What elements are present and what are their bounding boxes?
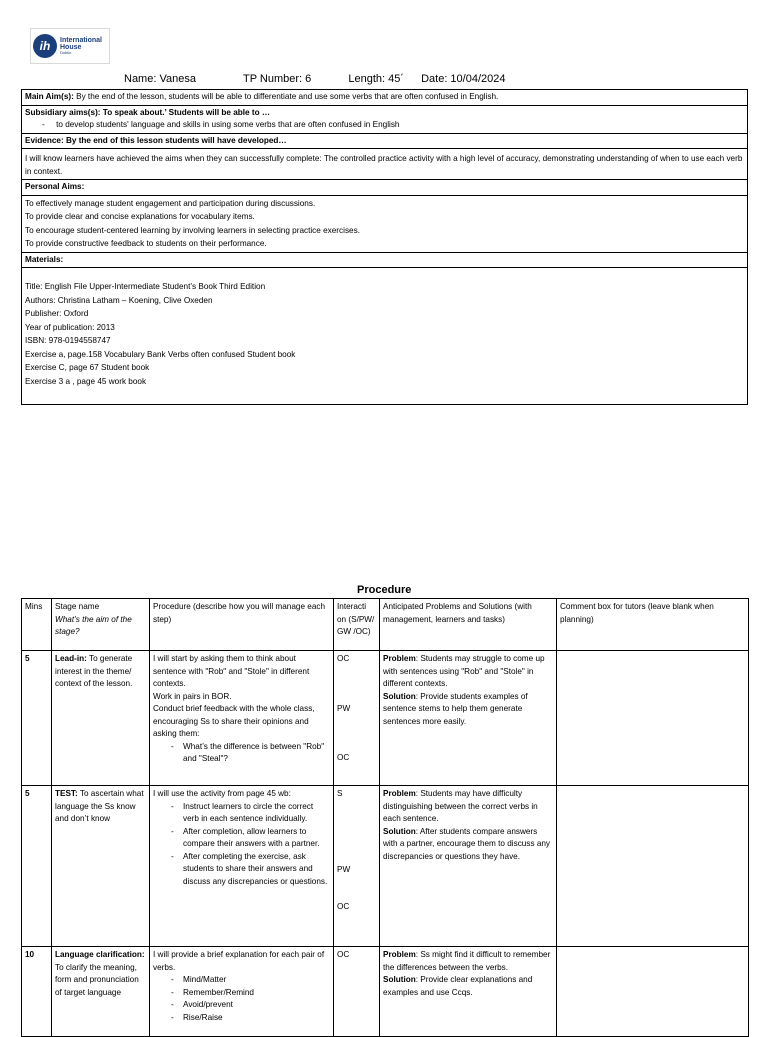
header-length: Length: 45´ [348, 73, 405, 85]
aims-table [21, 89, 748, 405]
problem-label: Problem [383, 654, 416, 663]
row-procedure [150, 947, 334, 1037]
material-item: Exercise a, page.158 Vocabulary Bank Verbs often confused Student book [25, 349, 296, 359]
material-item: Authors: Christina Latham – Koening, Clive Oxeden [25, 295, 213, 305]
row-mins: 10 [22, 947, 52, 1037]
row-mins: 5 [22, 786, 52, 947]
row-stage [52, 786, 150, 947]
row-stage-label: Language clarification: [55, 950, 145, 959]
header-name: Name: Vanesa [124, 73, 196, 85]
procedure-table [21, 598, 749, 1037]
procedure-bullet: - After completion, allow learners to compare their answers with a partner. [171, 826, 330, 851]
row-interaction [334, 786, 380, 947]
row-stage [52, 651, 150, 786]
material-item: ISBN: 978-0194558747 [25, 336, 111, 345]
logo-line-1: International [60, 37, 103, 44]
procedure-bullet: - After completing the exercise, ask students to share their answers and discuss any discrepancies or questions. [171, 851, 330, 889]
solution-text: Solution: Provide students examples of sentence stems to help them generate sentences more easily. [383, 691, 528, 726]
procedure-line: Work in pairs in BOR. [153, 691, 232, 701]
materials-cell [22, 268, 748, 405]
personal-aims-label-cell [22, 180, 748, 196]
personal-aim-item: To provide clear and concise explanations for vocabulary items. [25, 212, 255, 221]
row-comment[interactable] [557, 786, 749, 947]
lesson-header [124, 73, 505, 85]
interaction-code: PW [337, 864, 351, 874]
header-procedure: Procedure (describe how you will manage each step) [150, 599, 334, 651]
personal-aim-item: To effectively manage student engagement and participation during discussions. [25, 198, 316, 208]
material-item: Exercise C, page 67 Student book [25, 363, 150, 372]
row-comment[interactable] [557, 651, 749, 786]
row-interaction [334, 947, 380, 1037]
procedure-line: I will start by asking them to think about sentence with "Rob" and "Stole" in different contexts. [153, 654, 310, 688]
header-stage [52, 599, 150, 651]
problem-text: Problem: Students may struggle to come up with sentences using "Rob" and "Stole" in different contexts. [383, 654, 545, 688]
header-comment: Comment box for tutors (leave blank when planning) [557, 599, 749, 651]
subsidiary-aim-label: Subsidiary aims(s): To speak about.’ Students will be able to … [25, 107, 271, 117]
evidence-label-cell [22, 133, 748, 149]
material-item: Exercise 3 a , page 45 work book [25, 376, 147, 386]
interaction-code: OC [337, 654, 350, 663]
interaction-code: S [337, 789, 343, 798]
header-stage-aim: What’s the aim of the stage? [55, 614, 132, 636]
row-problems [380, 947, 557, 1037]
procedure-bullet: - Instruct learners to circle the correct verb in each sentence individually. [171, 801, 330, 826]
procedure-bullet: - Rise/Raise [171, 1012, 330, 1025]
problem-label: Problem [383, 789, 416, 798]
problem-label: Problem [383, 950, 416, 959]
international-house-logo [30, 28, 110, 64]
header-mins: Mins [22, 599, 52, 651]
header-tp-number: TP Number: 6 [243, 73, 312, 85]
procedure-bullet: - Remember/Remind [171, 987, 330, 1000]
row-stage-label: Lead-in: [55, 654, 87, 663]
material-item: Title: English File Upper-Intermediate Student’s Book Third Edition [25, 282, 266, 291]
solution-label: Solution [383, 975, 416, 984]
row-interaction [334, 651, 380, 786]
main-aim-text: By the end of the lesson, students will be able to differentiate and use some verbs that are often confused in English. [73, 92, 499, 101]
header-problems: Anticipated Problems and Solutions (with management, learners and tasks) [380, 599, 557, 651]
row-procedure [150, 651, 334, 786]
logo-line-3: Dublin [60, 50, 72, 55]
problem-text: Problem: Students may have difficulty distinguishing between the correct verbs in each sentence. [383, 789, 538, 823]
procedure-row [22, 651, 749, 786]
procedure-title: Procedure [357, 584, 412, 596]
row-stage [52, 947, 150, 1037]
procedure-line: I will provide a brief explanation for each pair of verbs. [153, 950, 325, 972]
procedure-bullet: - What’s the difference is between "Rob" and "Steal"? [171, 741, 330, 766]
header-stage-name: Stage name [55, 602, 100, 611]
interaction-code: OC [337, 950, 350, 959]
subsidiary-aim-cell [22, 105, 748, 133]
personal-aim-item: To encourage student-centered learning by involving learners in selecting practice exercises. [25, 225, 360, 235]
ih-logo-mark: ih [33, 34, 57, 58]
evidence-text-cell [22, 149, 748, 180]
row-stage-label: TEST: [55, 789, 78, 798]
personal-aim-item: To provide constructive feedback to students on their performance. [25, 239, 267, 248]
interaction-code: PW [337, 703, 351, 713]
problem-text: Problem: Ss might find it difficult to remember the differences between the verbs. [383, 950, 551, 972]
procedure-bullet: - Mind/Matter [171, 974, 330, 987]
main-aim-label: Main Aim(s): [25, 92, 74, 101]
evidence-label: Evidence: By the end of this lesson students will have developed… [25, 135, 287, 145]
row-comment[interactable] [557, 947, 749, 1037]
materials-label-cell [22, 252, 748, 268]
procedure-row [22, 786, 749, 947]
main-aim-cell [22, 90, 748, 106]
solution-text: Solution: After students compare answers with a partner, encourage them to discuss any discrepancies or questions they have. [383, 826, 551, 861]
header-date: Date: 10/04/2024 [421, 73, 506, 85]
material-item: Year of publication: 2013 [25, 322, 115, 332]
material-item: Publisher: Oxford [25, 309, 89, 318]
row-problems [380, 786, 557, 947]
interaction-code: OC [337, 902, 350, 911]
materials-label: Materials: [25, 254, 64, 264]
solution-label: Solution [383, 691, 416, 701]
solution-text: Solution: Provide clear explanations and examples and use Ccqs. [383, 975, 533, 997]
procedure-line: Conduct brief feedback with the whole class, encouraging Ss to share their opinions and asking them: [153, 704, 315, 738]
subsidiary-aim-item: - to develop students' language and skills in using some verbs that are often confused in English [42, 120, 400, 129]
row-procedure [150, 786, 334, 947]
procedure-line: I will use the activity from page 45 wb: [153, 789, 291, 798]
procedure-bullet: - Avoid/prevent [171, 999, 330, 1012]
interaction-code: OC [337, 753, 350, 762]
row-mins: 5 [22, 651, 52, 786]
header-interaction: Interacti on (S/PW/ GW /OC) [334, 599, 380, 651]
procedure-header-row [22, 599, 749, 651]
row-stage-text: To clarify the meaning, form and pronunciation of target language [55, 962, 139, 997]
row-problems [380, 651, 557, 786]
logo-line-2: House [60, 44, 82, 51]
procedure-row [22, 947, 749, 1037]
personal-aims-label: Personal Aims: [25, 182, 85, 191]
row-stage-text: To generate interest in the theme/ context of the lesson. [55, 654, 133, 688]
row-stage-text: To ascertain what language the Ss know and don’t know [55, 789, 144, 823]
evidence-text: I will know learners have achieved the aims when they can successfully complete: The controlled practice activity with a high level of accuracy, demonstrating understanding of when to use each verb in context. [25, 154, 743, 176]
personal-aims-cell [22, 195, 748, 252]
solution-label: Solution [383, 826, 416, 836]
